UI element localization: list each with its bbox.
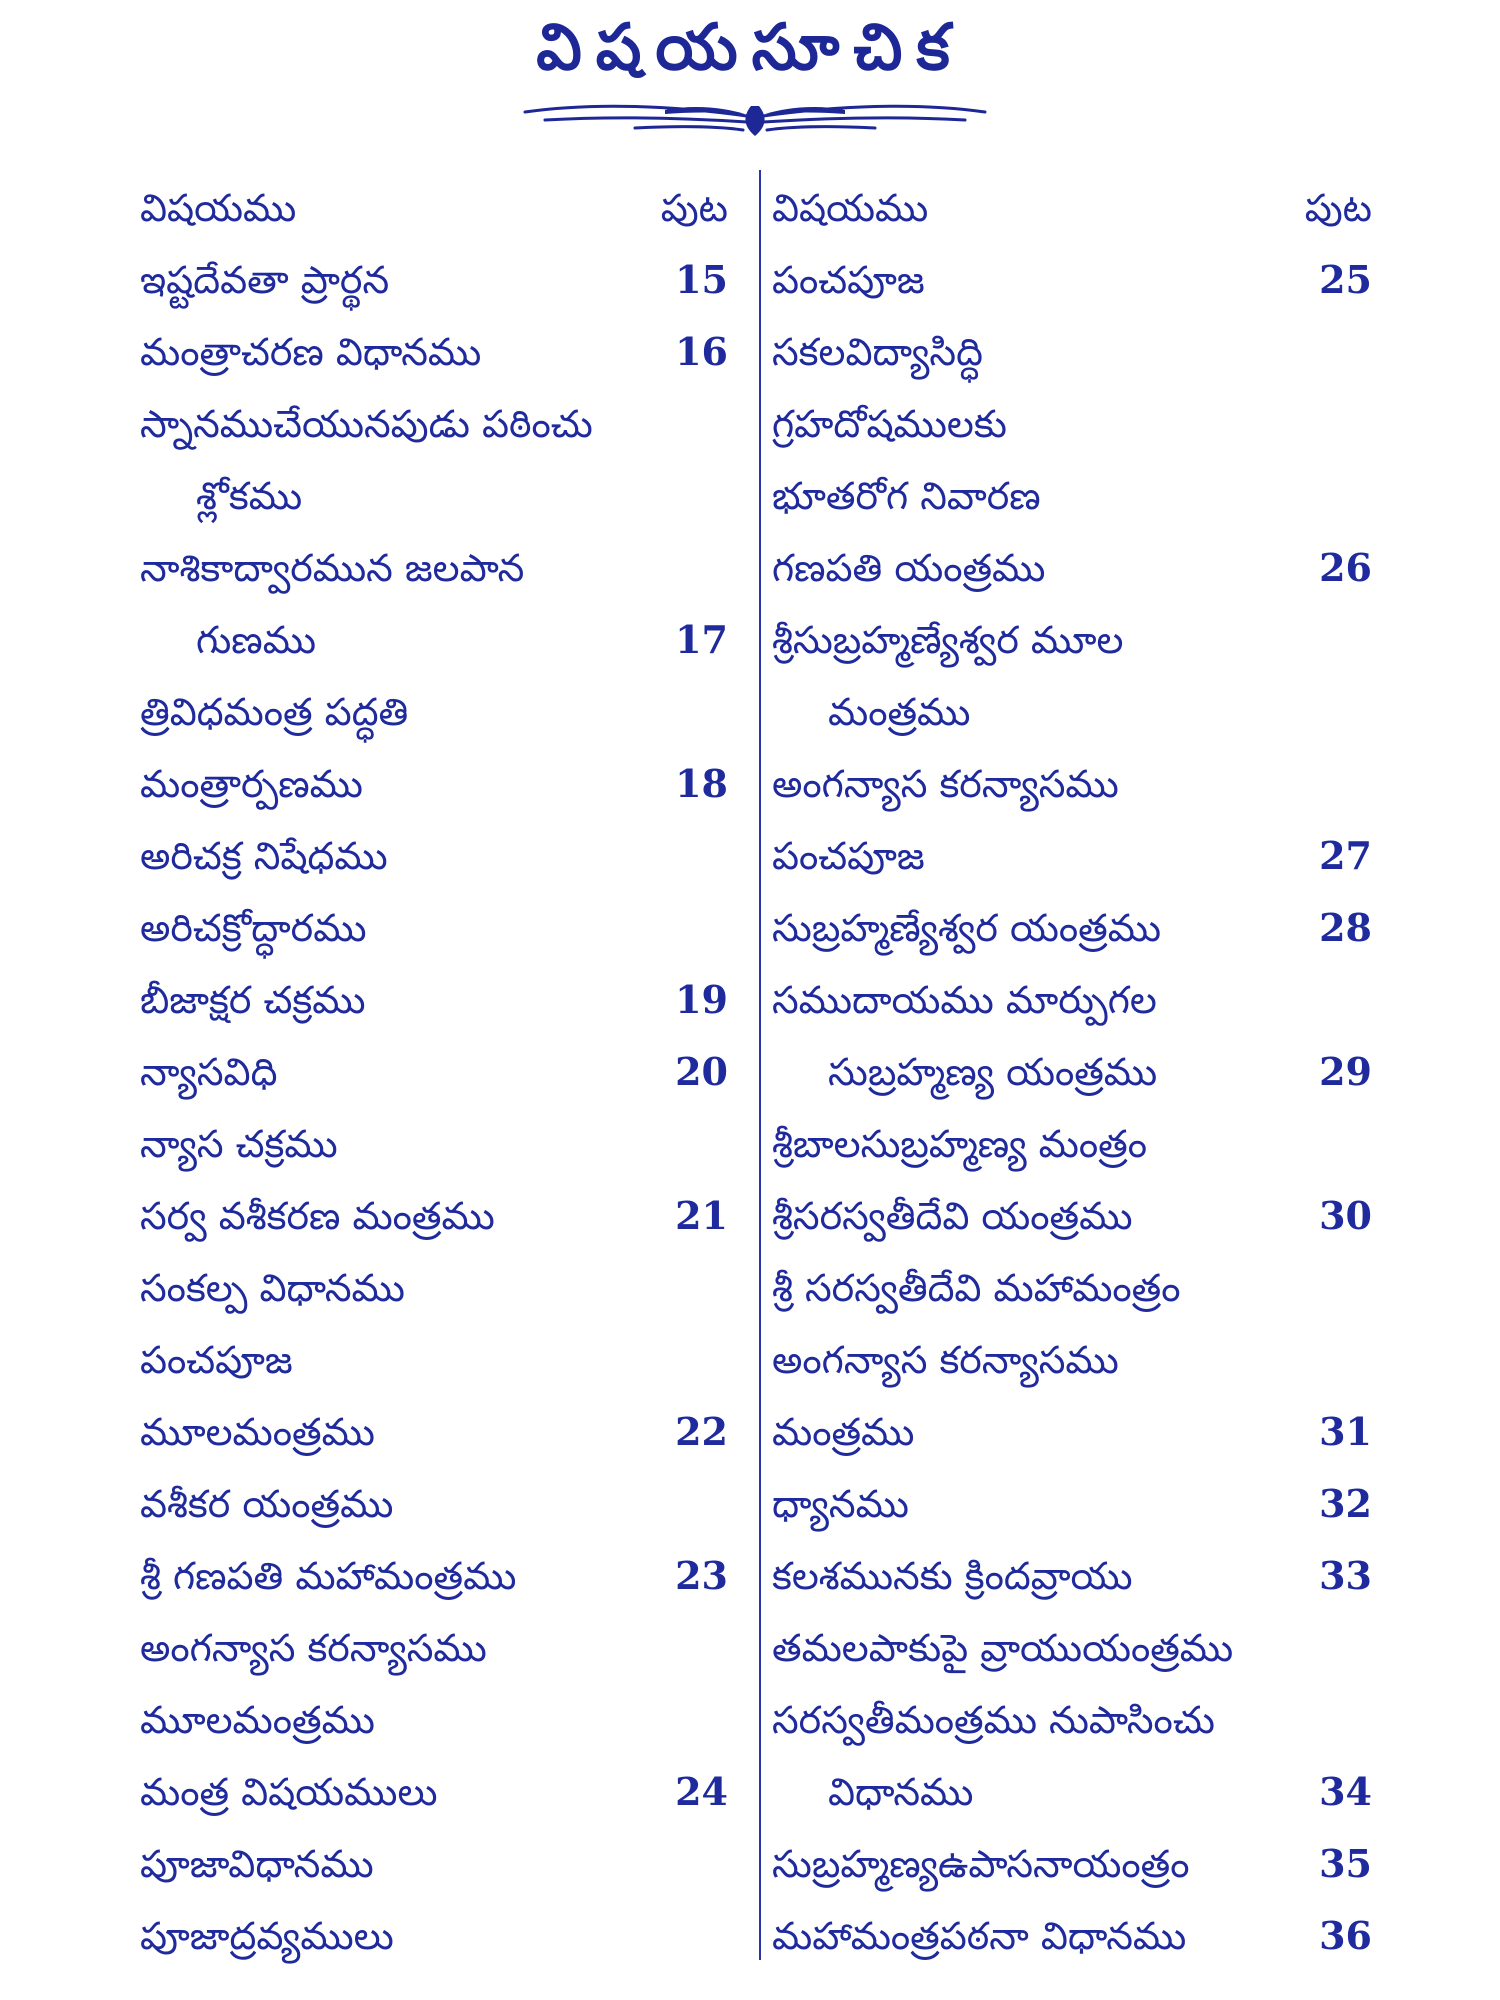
toc-entry: [772, 460, 1372, 532]
header-page: పుట: [1304, 186, 1372, 230]
toc-entry-page: 36: [1319, 1913, 1372, 1958]
toc-entry-title: అంగన్యాస కరన్యాసము: [772, 762, 1119, 806]
toc-entry-title: పంచపూజ: [140, 1338, 293, 1382]
toc-entry-page: 30: [1319, 1193, 1372, 1238]
toc-entry-title: సుబ్రహ్మణ్యఉపాసనాయంత్రం: [772, 1842, 1190, 1886]
toc-entry: [772, 1396, 1372, 1468]
toc-entry-page: 20: [675, 1049, 728, 1094]
toc-entry-title: పూజావిధానము: [140, 1842, 374, 1886]
toc-entry-title: మహామంత్రపఠనా విధానము: [772, 1914, 1187, 1958]
toc-entry-title: మంత్రము: [828, 690, 971, 734]
toc-entry-title: శ్రీ గణపతి మహామంత్రము: [140, 1554, 517, 1598]
toc-entry-title: మంత్ర విషయములు: [140, 1770, 438, 1814]
toc-entry-title: పంచపూజ: [772, 258, 925, 302]
toc-entry: [772, 820, 1372, 892]
toc-entry-page: 33: [1319, 1553, 1372, 1598]
toc-entry: [772, 388, 1372, 460]
column-divider: [759, 170, 761, 1960]
toc-entry-title: మూలమంత్రము: [140, 1410, 375, 1454]
toc-entry: [140, 1612, 740, 1684]
toc-entry: [772, 244, 1372, 316]
toc-entry-title: సముదాయము మార్పుగల: [772, 978, 1157, 1022]
toc-entry: [140, 820, 740, 892]
toc-entry-title: శ్రీబాలసుబ్రహ్మణ్య మంత్రం: [772, 1122, 1147, 1166]
toc-entry-title: సర్వ వశీకరణ మంత్రము: [140, 1194, 495, 1238]
toc-entry-title: గ్రహదోషములకు: [772, 402, 1007, 446]
toc-entry-title: మంత్రాచరణ విధానము: [140, 330, 482, 374]
toc-entry: [772, 604, 1372, 676]
toc-entry-title: బీజాక్షర చక్రము: [140, 978, 366, 1022]
toc-entry-page: 25: [1319, 257, 1372, 302]
toc-entry: [140, 244, 740, 316]
toc-entry-title: సుబ్రహ్మణ్యేశ్వర యంత్రము: [772, 906, 1162, 950]
toc-entry-page: 29: [1319, 1049, 1372, 1094]
toc-entry-page: 23: [675, 1553, 728, 1598]
toc-entry: [140, 1540, 740, 1612]
right-column: [772, 172, 1372, 1972]
toc-entry: [140, 676, 740, 748]
toc-entry: [140, 1396, 740, 1468]
toc-entry-title: అరిచక్రోద్ధారము: [140, 906, 367, 950]
toc-entry-title: స్నానముచేయునపుడు పఠించు: [140, 402, 593, 446]
toc-entry-page: 22: [675, 1409, 728, 1454]
toc-entry: [772, 1756, 1372, 1828]
toc-entry: [140, 532, 740, 604]
toc-entry-page: 15: [675, 257, 728, 302]
left-column-header: [140, 172, 740, 244]
toc-entry: [772, 316, 1372, 388]
toc-entry-title: మంత్రార్పణము: [140, 762, 363, 806]
toc-entry-title: మూలమంత్రము: [140, 1698, 375, 1742]
toc-entry-page: 32: [1319, 1481, 1372, 1526]
toc-entry: [140, 748, 740, 820]
toc-entry-title: న్యాస చక్రము: [140, 1122, 338, 1166]
toc-entry: [772, 1324, 1372, 1396]
toc-entry: [772, 964, 1372, 1036]
toc-entry: [140, 316, 740, 388]
toc-entry-title: పూజాద్రవ్యములు: [140, 1914, 394, 1958]
toc-entry: [772, 1468, 1372, 1540]
toc-entry-title: మంత్రము: [772, 1410, 915, 1454]
toc-entry-title: సరస్వతీమంత్రము నుపాసించు: [772, 1698, 1215, 1742]
toc-entry: [772, 532, 1372, 604]
toc-entry-page: 24: [675, 1769, 728, 1814]
toc-entry-title: అంగన్యాస కరన్యాసము: [140, 1626, 487, 1670]
toc-entry-title: ఇష్టదేవతా ప్రార్థన: [140, 258, 390, 302]
toc-entry-title: ధ్యానము: [772, 1482, 909, 1526]
toc-entry-title: సంకల్ప విధానము: [140, 1266, 405, 1310]
toc-entry: [772, 1612, 1372, 1684]
toc-entry-title: శ్రీసుబ్రహ్మణ్యేశ్వర మూల: [772, 618, 1124, 662]
toc-entry: [140, 460, 740, 532]
toc-entry: [772, 676, 1372, 748]
toc-entry: [140, 1828, 740, 1900]
toc-entry-title: త్రివిధమంత్ర పద్ధతి: [140, 690, 409, 734]
toc-entry: [772, 1900, 1372, 1972]
toc-entry-title: సకలవిద్యాసిద్ధి: [772, 330, 983, 374]
toc-entry: [772, 1540, 1372, 1612]
toc-entry-title: పంచపూజ: [772, 834, 925, 878]
header-page: పుట: [660, 186, 728, 230]
toc-entry-title: అరిచక్ర నిషేధము: [140, 834, 388, 878]
toc-entry: [772, 1684, 1372, 1756]
toc-entry: [772, 1252, 1372, 1324]
title-ornament: [515, 92, 995, 142]
toc-entry-title: గణపతి యంత్రము: [772, 546, 1046, 590]
toc-entry: [140, 964, 740, 1036]
toc-entry: [772, 1036, 1372, 1108]
toc-entry-title: భూతరోగ నివారణ: [772, 474, 1041, 518]
toc-entry-title: వశీకర యంత్రము: [140, 1482, 394, 1526]
toc-entry-title: కలశమునకు క్రిందవ్రాయు: [772, 1554, 1133, 1598]
toc-entry: [140, 892, 740, 964]
toc-entry-page: 34: [1319, 1769, 1372, 1814]
toc-entry-title: విధానము: [828, 1770, 974, 1814]
toc-entry: [772, 892, 1372, 964]
toc-entry: [140, 1036, 740, 1108]
toc-entry: [140, 1180, 740, 1252]
page-title: విషయసూచిక: [536, 11, 964, 85]
toc-entry-title: శ్రీ సరస్వతీదేవి మహామంత్రం: [772, 1266, 1181, 1310]
toc-entry: [140, 1900, 740, 1972]
toc-entry-page: 17: [675, 617, 728, 662]
toc-entry-title: శ్లోకము: [196, 474, 303, 518]
toc-entry: [140, 1468, 740, 1540]
toc-entry: [772, 1828, 1372, 1900]
toc-entry-title: అంగన్యాస కరన్యాసము: [772, 1338, 1119, 1382]
toc-entry-page: 35: [1319, 1841, 1372, 1886]
toc-entry: [772, 1108, 1372, 1180]
header-subject: విషయము: [140, 186, 297, 230]
toc-entry-title: తమలపాకుపై వ్రాయుయంత్రము: [772, 1626, 1234, 1670]
toc-entry-title: న్యాసవిధి: [140, 1050, 278, 1094]
toc-entry: [140, 1324, 740, 1396]
toc-entry-title: శ్రీసరస్వతీదేవి యంత్రము: [772, 1194, 1133, 1238]
toc-entry-page: 16: [675, 329, 728, 374]
toc-entry-page: 18: [675, 761, 728, 806]
toc-entry-page: 26: [1319, 545, 1372, 590]
toc-entry: [140, 1684, 740, 1756]
toc-entry-title: నాశికాద్వారమున జలపాన: [140, 546, 525, 590]
toc-entry-title: సుబ్రహ్మణ్య యంత్రము: [828, 1050, 1158, 1094]
toc-entry-page: 28: [1319, 905, 1372, 950]
toc-entry: [140, 604, 740, 676]
left-column: [140, 172, 740, 1972]
toc-entry: [140, 1756, 740, 1828]
toc-entry-page: 19: [675, 977, 728, 1022]
header-subject: విషయము: [772, 186, 929, 230]
toc-entry-title: గుణము: [196, 618, 317, 662]
toc-entry-page: 21: [675, 1193, 728, 1238]
toc-entry: [772, 748, 1372, 820]
toc-entry: [140, 1108, 740, 1180]
toc-entry-page: 27: [1319, 833, 1372, 878]
toc-entry: [140, 1252, 740, 1324]
toc-entry: [140, 388, 740, 460]
right-column-header: [772, 172, 1372, 244]
toc-entry-page: 31: [1319, 1409, 1372, 1454]
toc-entry: [772, 1180, 1372, 1252]
